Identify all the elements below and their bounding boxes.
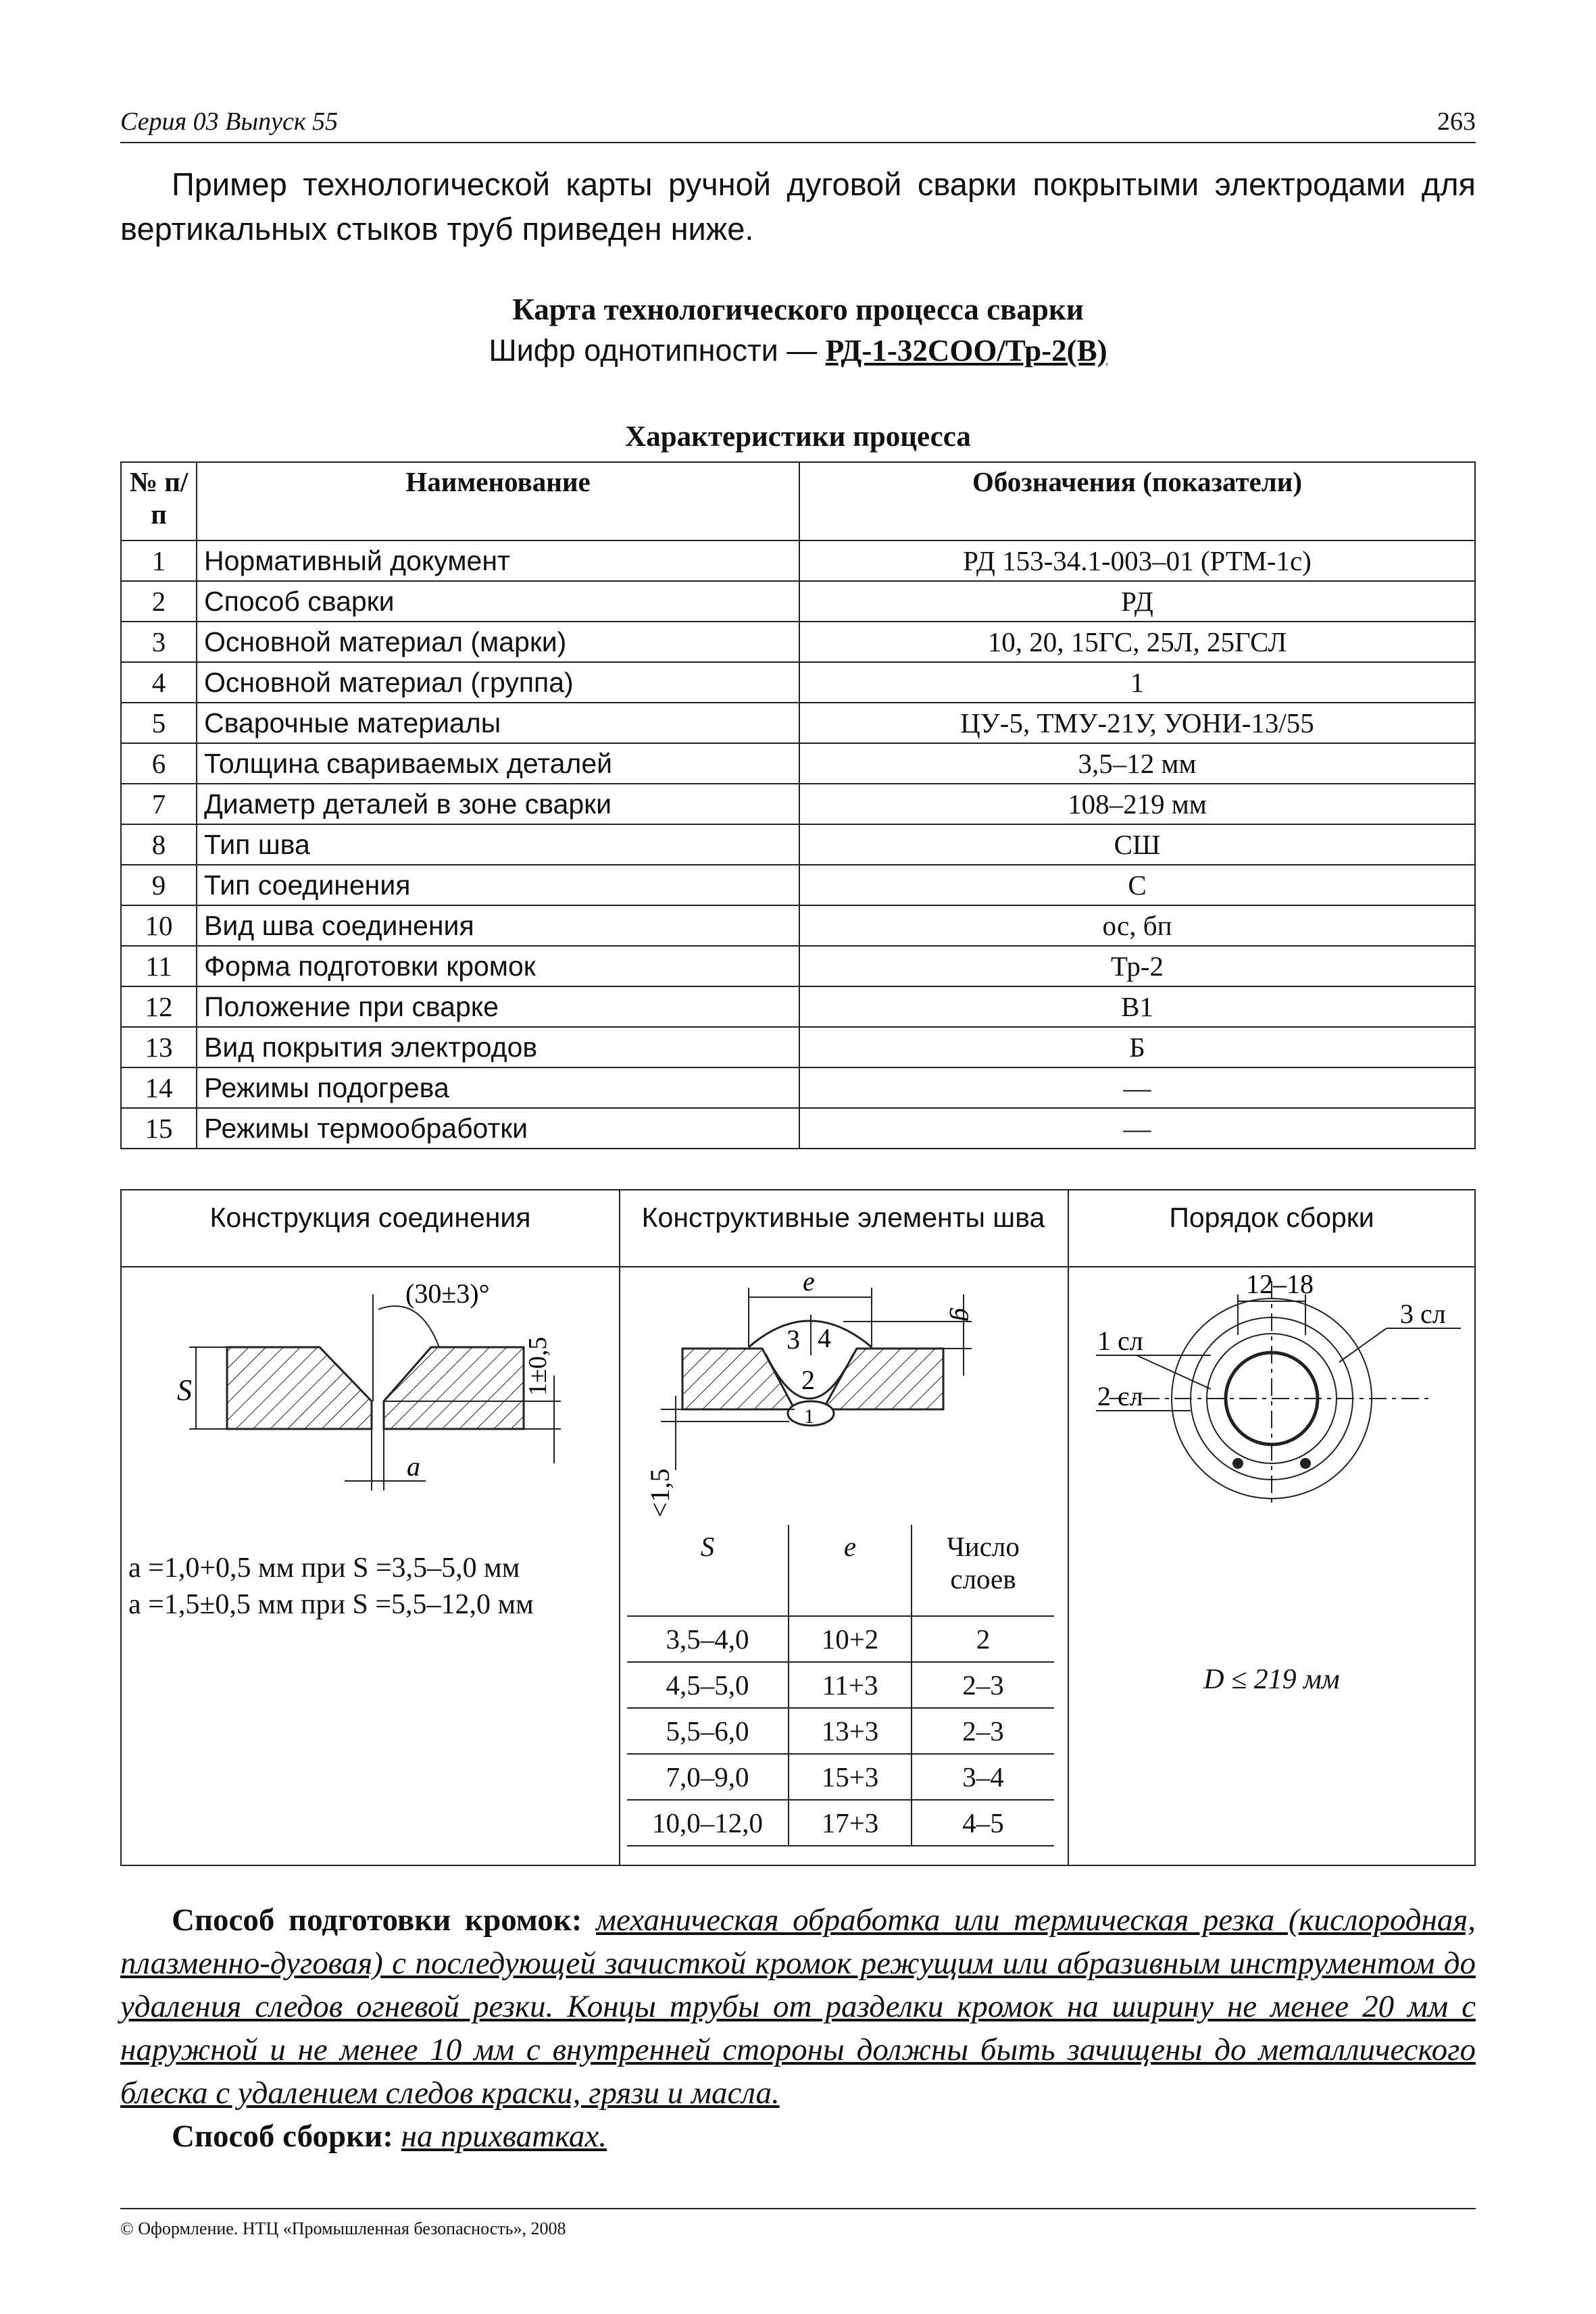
table-row [121, 1027, 1475, 1067]
row-name: Положение при сварке [197, 986, 799, 1027]
row-number: 14 [121, 1067, 197, 1108]
land-label: 1±0,5 [524, 1336, 552, 1396]
row-value: С [799, 865, 1475, 905]
row-number: 12 [121, 986, 197, 1027]
reinforcement-label: g [949, 1308, 980, 1322]
layer-thickness: 7,0–9,0 [627, 1754, 789, 1800]
row-number: 11 [121, 946, 197, 986]
characteristics-table [120, 461, 1476, 1149]
series-label: Серия 03 Выпуск 55 [120, 107, 339, 136]
row-value: ос, бп [799, 905, 1475, 946]
row-name: Сварочные материалы [197, 703, 799, 743]
row-number: 2 [121, 581, 197, 622]
page-header [120, 107, 1476, 143]
edge-prep-text: механическая обработка или термическая резка (кислородная, плазменно-дуговая) с последующей зачисткой кромок режущим или абразивным инструментом до удаления следов огневой резки. Концы трубы от разделки кромок на ширину не менее 20 мм с наружной и не менее 10 мм с внутренней стороны должны быть зачищены до металлического блеска с удалением следов краски, грязи и масла. [120, 1903, 1476, 2111]
layer-3-assembly-label: 3 сл [1400, 1299, 1446, 1329]
row-value: В1 [799, 986, 1475, 1027]
page-footer: © Оформление. НТЦ «Промышленная безопасность», 2008 [120, 2208, 1476, 2239]
layer-header-count: Число слоев [912, 1525, 1054, 1616]
right-plate [384, 1347, 524, 1429]
layer-3-label: 3 [787, 1324, 800, 1355]
table-row [121, 946, 1475, 986]
layer-thickness: 5,5–6,0 [627, 1708, 789, 1754]
layer-width: 17+3 [789, 1800, 912, 1846]
tack-length-label: 12–18 [1246, 1269, 1314, 1299]
assembly-line [120, 2115, 1476, 2158]
layer-count: 2–3 [912, 1708, 1054, 1754]
row-number: 3 [121, 622, 197, 662]
row-name: Тип шва [197, 824, 799, 865]
layer-table-row [627, 1662, 1054, 1708]
row-value: СШ [799, 824, 1475, 865]
design-block [120, 1189, 1476, 1866]
layer-table-header [627, 1525, 1054, 1616]
page-number: 263 [1437, 107, 1476, 136]
gap-label: a [407, 1451, 420, 1482]
table-row [121, 622, 1475, 662]
edge-prep-paragraph [120, 1898, 1476, 2158]
assembly-label: Способ сборки: [172, 2119, 393, 2154]
layer-2-label: 2 [801, 1365, 815, 1395]
assembly-text: на прихватках. [401, 2119, 607, 2154]
table-row [121, 703, 1475, 743]
row-value: РД [799, 581, 1475, 622]
cipher-line [0, 333, 1596, 368]
header-number: № п/п [121, 462, 197, 540]
card-title: Карта технологического процесса сварки [512, 293, 1084, 326]
layer-4-label: 4 [818, 1323, 831, 1353]
table-row [121, 865, 1475, 905]
row-name: Вид покрытия электродов [197, 1027, 799, 1067]
angle-label: (30±3)° [405, 1278, 490, 1309]
row-number: 6 [121, 743, 197, 784]
row-value: 10, 20, 15ГС, 25Л, 25ГСЛ [799, 622, 1475, 662]
row-value: 3,5–12 мм [799, 743, 1475, 784]
table-row [121, 905, 1475, 946]
table-row [121, 581, 1475, 622]
root-label: <1,5 [645, 1468, 675, 1517]
row-value: 108–219 мм [799, 784, 1475, 824]
row-name: Тип соединения [197, 865, 799, 905]
row-number: 4 [121, 662, 197, 703]
row-number: 10 [121, 905, 197, 946]
layer-thickness: 4,5–5,0 [627, 1662, 789, 1708]
left-plate [227, 1347, 372, 1429]
row-name: Режимы подогрева [197, 1067, 799, 1108]
layer-width: 10+2 [789, 1616, 912, 1662]
row-name: Толщина свариваемых деталей [197, 743, 799, 784]
layer-width: 13+3 [789, 1708, 912, 1754]
weld-drawing [620, 1267, 1066, 1524]
table-header-row [121, 462, 1475, 540]
row-value: — [799, 1067, 1475, 1108]
layer-count: 3–4 [912, 1754, 1054, 1800]
row-number: 15 [121, 1108, 197, 1149]
row-name: Форма подготовки кромок [197, 946, 799, 986]
gap-notes [128, 1550, 534, 1623]
gap-note-2: a =1,5±0,5 мм при S =5,5–12,0 мм [128, 1589, 534, 1620]
row-name: Вид шва соединения [197, 905, 799, 946]
row-name: Диаметр деталей в зоне сварки [197, 784, 799, 824]
header-value: Обозначения (показатели) [799, 462, 1475, 540]
row-name: Основной материал (группа) [197, 662, 799, 703]
row-name: Основной материал (марки) [197, 622, 799, 662]
layer-header-e: e [789, 1525, 912, 1616]
layer-table [627, 1525, 1054, 1846]
row-number: 7 [121, 784, 197, 824]
joint-drawing [122, 1267, 618, 1551]
layer-width: 15+3 [789, 1754, 912, 1800]
layer-table-row [627, 1708, 1054, 1754]
row-number: 9 [121, 865, 197, 905]
edge-prep-label: Способ подготовки кромок: [172, 1903, 582, 1938]
layer-1-label: 1 [804, 1405, 814, 1428]
layer-count: 2–3 [912, 1662, 1054, 1708]
row-number: 13 [121, 1027, 197, 1067]
layer-table-row [627, 1800, 1054, 1846]
layer-count: 4–5 [912, 1800, 1054, 1846]
layer-table-row [627, 1616, 1054, 1662]
row-name: Режимы термообработки [197, 1108, 799, 1149]
characteristics-title: Характеристики процесса [625, 421, 971, 453]
layer-thickness: 3,5–4,0 [627, 1616, 789, 1662]
row-value: ЦУ-5, ТМУ-21У, УОНИ-13/55 [799, 703, 1475, 743]
diameter-note: D ≤ 219 мм [1203, 1664, 1340, 1695]
assembly-drawing [1069, 1267, 1474, 1511]
layer-2-assembly-label: 2 сл [1097, 1381, 1143, 1411]
table-row [121, 1108, 1475, 1149]
row-name: Нормативный документ [197, 540, 799, 581]
cipher-code: РД-1-32СОО/Тр-2(В) [825, 334, 1107, 368]
table-row [121, 662, 1475, 703]
table-row [121, 986, 1475, 1027]
header-name: Наименование [197, 462, 799, 540]
row-value: РД 153-34.1-003–01 (РТМ-1с) [799, 540, 1475, 581]
layer-header-s: S [627, 1525, 789, 1616]
table-row [121, 743, 1475, 784]
thickness-label: S [177, 1374, 192, 1407]
layer-thickness: 10,0–12,0 [627, 1800, 789, 1846]
cipher-label: Шифр однотипности — [489, 333, 826, 368]
col-header-assembly: Порядок сборки [1169, 1202, 1374, 1233]
row-value: Тр-2 [799, 946, 1475, 986]
table-row [121, 784, 1475, 824]
layer-1-assembly-label: 1 сл [1097, 1326, 1143, 1356]
table-row [121, 824, 1475, 865]
row-number: 1 [121, 540, 197, 581]
col-header-construction: Конструкция соединения [209, 1202, 531, 1233]
row-value: Б [799, 1027, 1475, 1067]
row-number: 8 [121, 824, 197, 865]
table-row [121, 540, 1475, 581]
col-header-elements: Конструктивные элементы шва [641, 1202, 1045, 1233]
layer-count: 2 [912, 1616, 1054, 1662]
row-number: 5 [121, 703, 197, 743]
row-value: — [799, 1108, 1475, 1149]
width-label: e [803, 1267, 815, 1297]
intro-paragraph: Пример технологической карты ручной дуговой сварки покрытыми электродами для вертикальных стыков труб приведен ниже. [120, 166, 1476, 247]
table-row [121, 1067, 1475, 1108]
layer-table-row [627, 1754, 1054, 1800]
layer-width: 11+3 [789, 1662, 912, 1708]
gap-note-1: a =1,0+0,5 мм при S =3,5–5,0 мм [128, 1553, 520, 1584]
row-name: Способ сварки [197, 581, 799, 622]
row-value: 1 [799, 662, 1475, 703]
